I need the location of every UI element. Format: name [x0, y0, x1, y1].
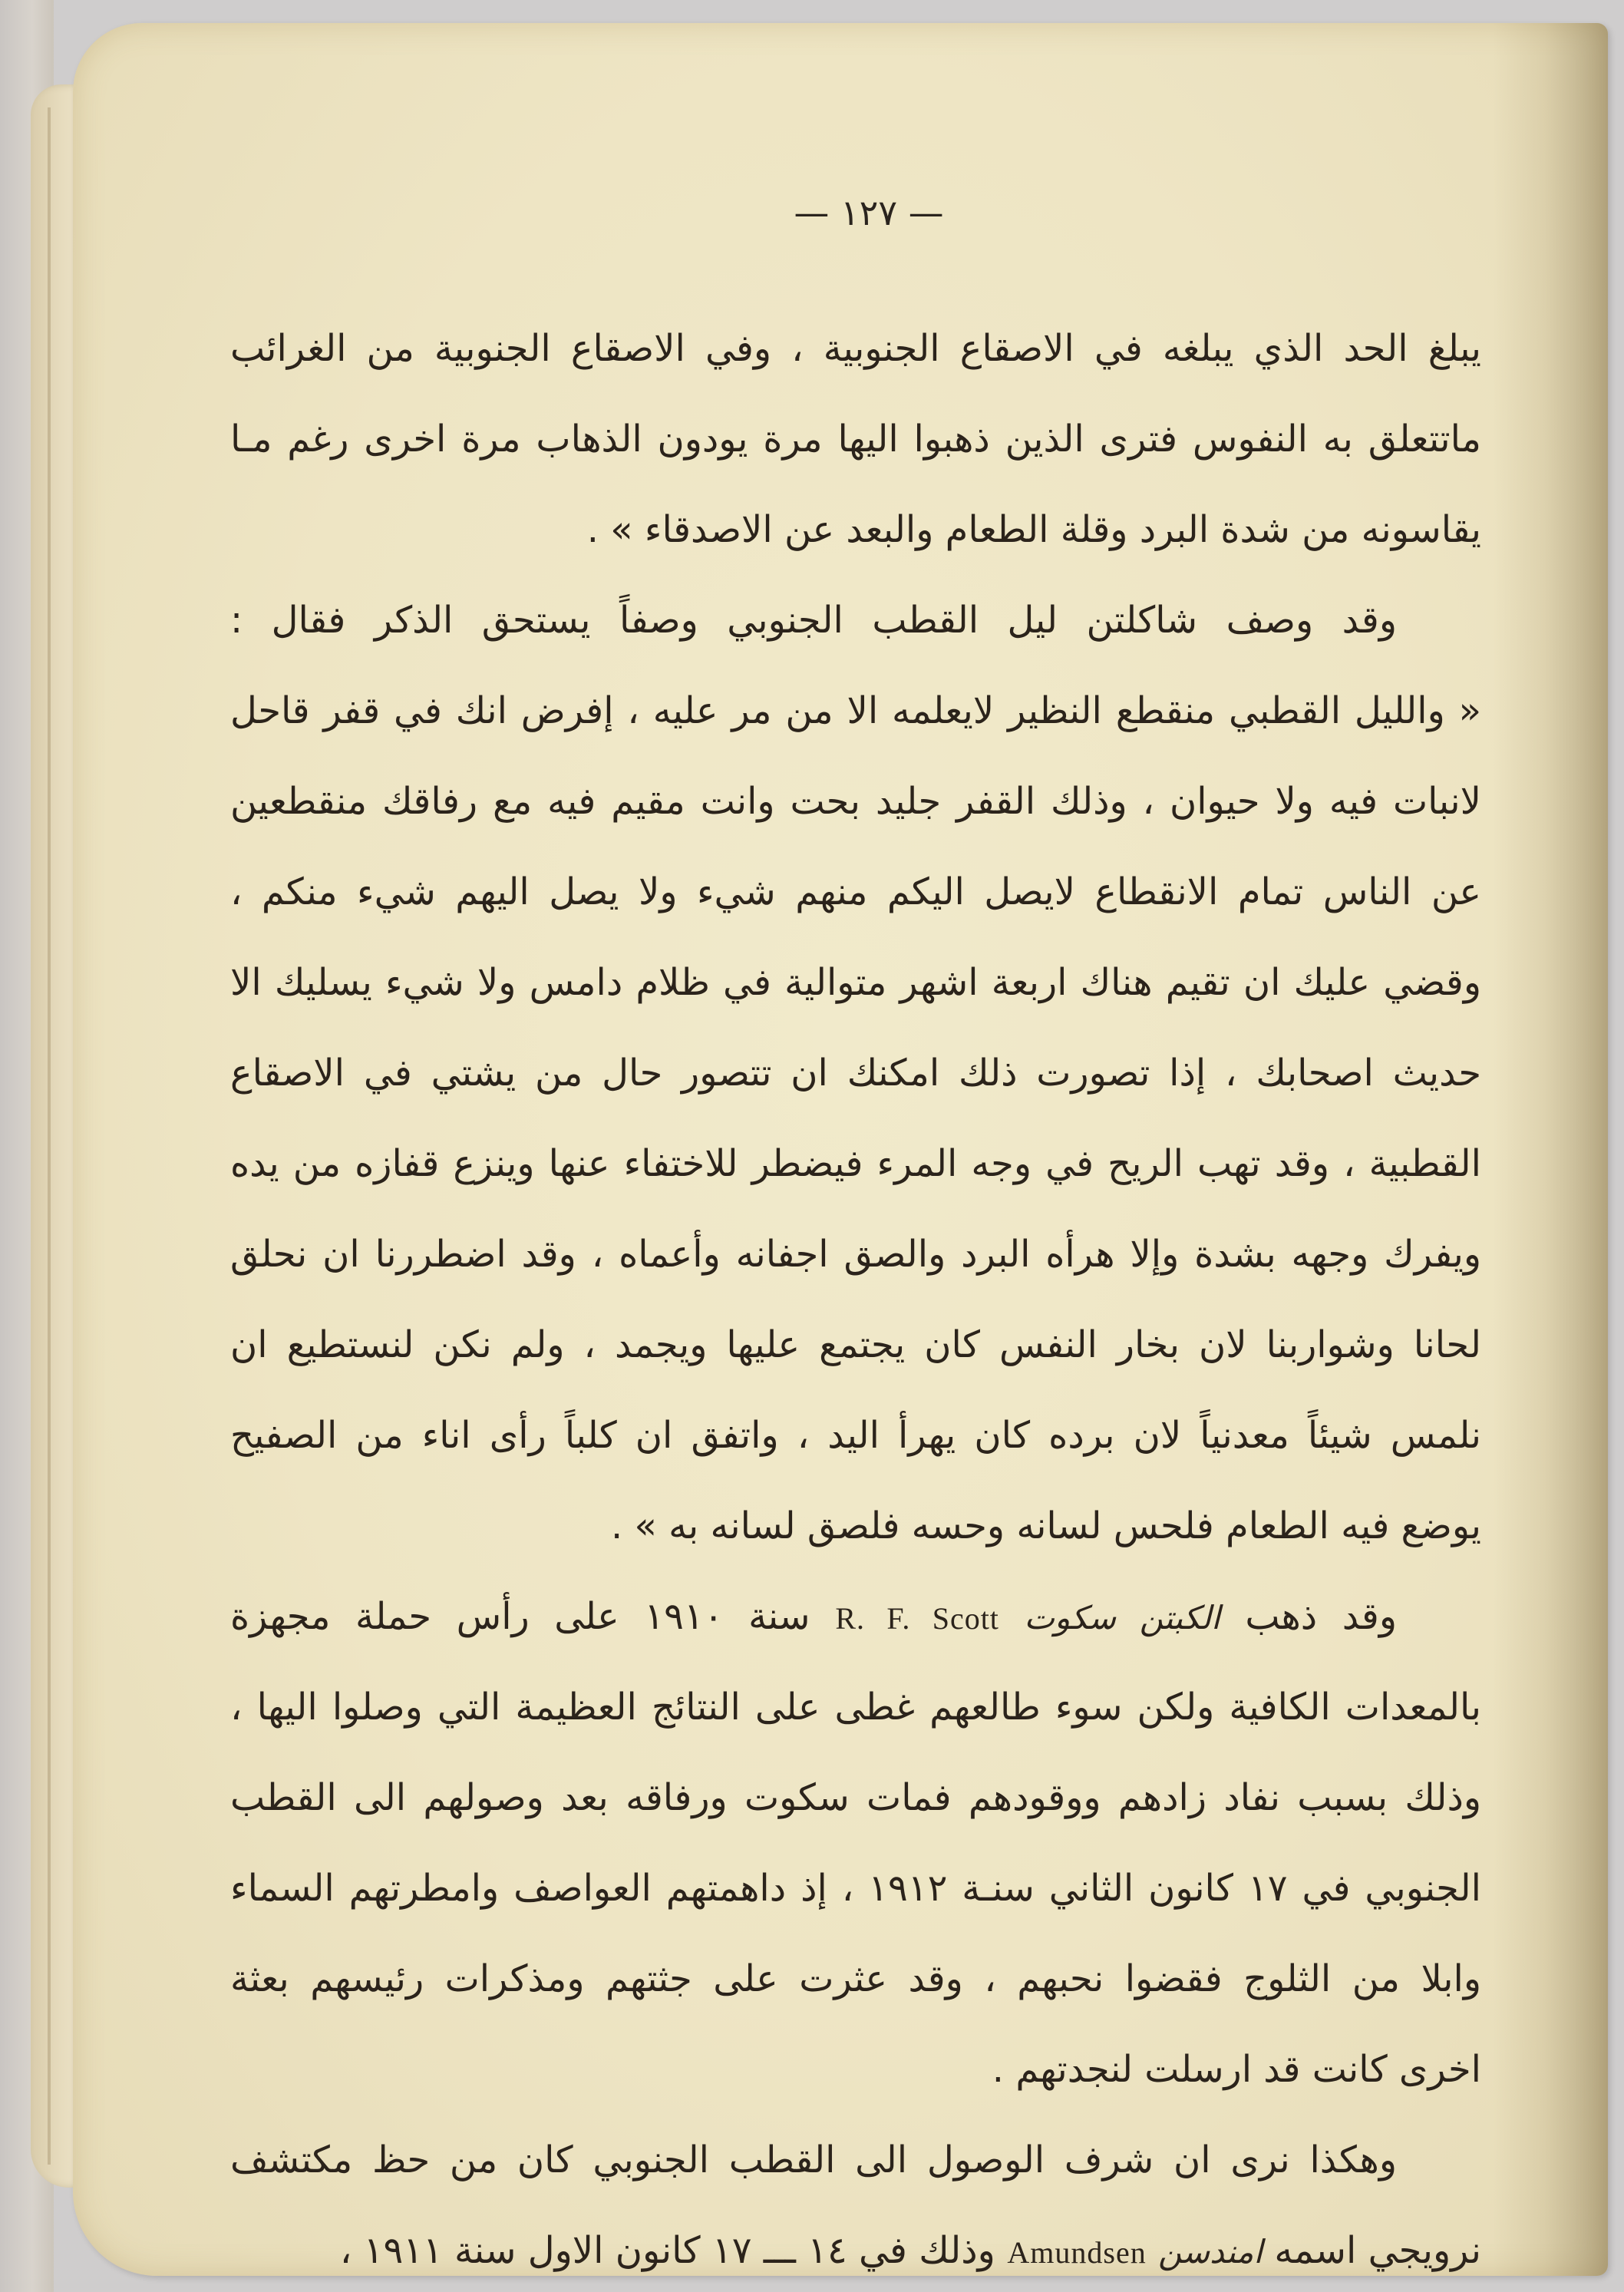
text-line	[230, 1028, 1481, 1118]
text-line	[230, 484, 1481, 575]
text-line	[230, 1481, 1481, 1571]
page-number: — ١٢٧ —	[794, 192, 944, 233]
body-text	[230, 303, 1481, 2292]
text-segment: وقضي عليك ان تقيم هناك اربعة اشهر متوالية في ظلام دامس ولا شيء يسليك الا	[230, 961, 1481, 1004]
text-segment: بالمعدات الكافية ولكن سوء طالعهم غطى على النتائج العظيمة التي وصلوا اليها ،	[230, 1686, 1481, 1729]
text-segment: نلمس شيئاً معدنياً لان برده كان يهرأ اليد ، واتفق ان كلباً رأى اناء من الصفيح	[230, 1414, 1481, 1457]
text-segment: الجنوبي في ١٧ كانون الثاني سنـة ١٩١٢ ، إذ داهمتهم العواصف وامطرتهم السماء	[230, 1867, 1481, 1910]
text-segment: سنة ١٩١٠ على رأس حملة مجهزة	[230, 1595, 836, 1638]
text-line	[230, 2024, 1481, 2115]
text-segment: لحانا وشواربنا لان بخار النفس كان يجتمع عليها ويجمد ، ولم نكن لنستطيع ان	[230, 1323, 1481, 1366]
text-segment: لانبات فيه ولا حيوان ، وذلك القفر جليد بحت وانت مقيم فيه مع رفاقك منقطعين	[230, 780, 1481, 823]
latin-name: Amundsen	[1007, 2235, 1147, 2270]
text-line	[230, 1300, 1481, 1390]
text-line	[230, 1752, 1481, 1843]
text-line	[230, 2115, 1481, 2205]
text-segment	[999, 1595, 1025, 1638]
page-gutter-shadow	[1493, 23, 1608, 2276]
text-line	[230, 665, 1481, 756]
handwritten-annotation: امندسن	[1158, 2233, 1263, 2271]
text-line	[230, 1209, 1481, 1300]
text-line	[230, 394, 1481, 484]
text-line	[230, 1843, 1481, 1934]
text-line	[230, 575, 1481, 665]
text-line	[230, 937, 1481, 1028]
text-segment: القطبية ، وقد تهب الريح في وجه المرء فيضطر للاختفاء عنها وينزع قفازه من يده	[230, 1142, 1481, 1185]
text-line	[230, 2205, 1481, 2292]
text-segment: وهكذا نرى ان شرف الوصول الى القطب الجنوبي كان من حظ مكتشف	[230, 2138, 1397, 2181]
text-line	[230, 1571, 1481, 1662]
text-line	[230, 1934, 1481, 2024]
text-line	[230, 847, 1481, 937]
text-line	[230, 756, 1481, 847]
text-segment	[1147, 2229, 1158, 2272]
text-segment: وذلك في ١٤ ـــ ١٧ كانون الاول سنة ١٩١١ ،	[339, 2229, 1008, 2272]
text-line	[230, 1118, 1481, 1209]
text-segment: اخرى كانت قد ارسلت لنجدتهم .	[992, 2048, 1481, 2091]
text-segment: وذلك بسبب نفاد زادهم ووقودهم فمات سكوت ورفاقه بعد وصولهم الى القطب	[230, 1776, 1481, 1819]
text-segment: ويفرك وجهه بشدة وإلا هرأه البرد والصق اجفانه وأعماه ، وقد اضطررنا ان نحلق	[230, 1233, 1481, 1276]
text-segment: نرويجي اسمه	[1263, 2229, 1481, 2272]
text-line	[230, 303, 1481, 394]
text-line	[230, 1390, 1481, 1481]
handwritten-annotation: الكبتن سكوت	[1024, 1599, 1220, 1636]
text-segment: يبلغ الحد الذي يبلغه في الاصقاع الجنوبية ، وفي الاصقاع الجنوبية من الغرائب	[230, 327, 1481, 370]
text-segment: حديث اصحابك ، إذا تصورت ذلك امكنك ان تتصور حال من يشتي في الاصقاع	[230, 1052, 1481, 1095]
text-segment: وقد ذهب	[1220, 1595, 1398, 1638]
text-segment: يقاسونه من شدة البرد وقلة الطعام والبعد عن الاصدقاء » .	[586, 508, 1481, 551]
text-segment: وقد وصف شاكلتن ليل القطب الجنوبي وصفاً يستحق الذكر فقال :	[230, 599, 1397, 642]
text-segment: وابلا من الثلوج فقضوا نحبهم ، وقد عثرت على جثتهم ومذكرات رئيسهم بعثة	[230, 1957, 1481, 2000]
text-segment: يوضع فيه الطعام فلحس لسانه وحسه فلصق لسانه به » .	[611, 1504, 1481, 1547]
text-segment: « والليل القطبي منقطع النظير لايعلمه الا من مر عليه ، إفرض انك في قفر قاحل	[230, 689, 1481, 732]
text-line	[230, 1662, 1481, 1752]
latin-name: R. F. Scott	[835, 1601, 999, 1636]
text-segment: عن الناس تمام الانقطاع لايصل اليكم منهم شيء ولا يصل اليهم شيء منكم ،	[230, 870, 1481, 913]
text-segment: ماتتعلق به النفوس فترى الذين ذهبوا اليها مرة يودون الذهاب مرة اخرى رغم مـا	[230, 418, 1481, 461]
